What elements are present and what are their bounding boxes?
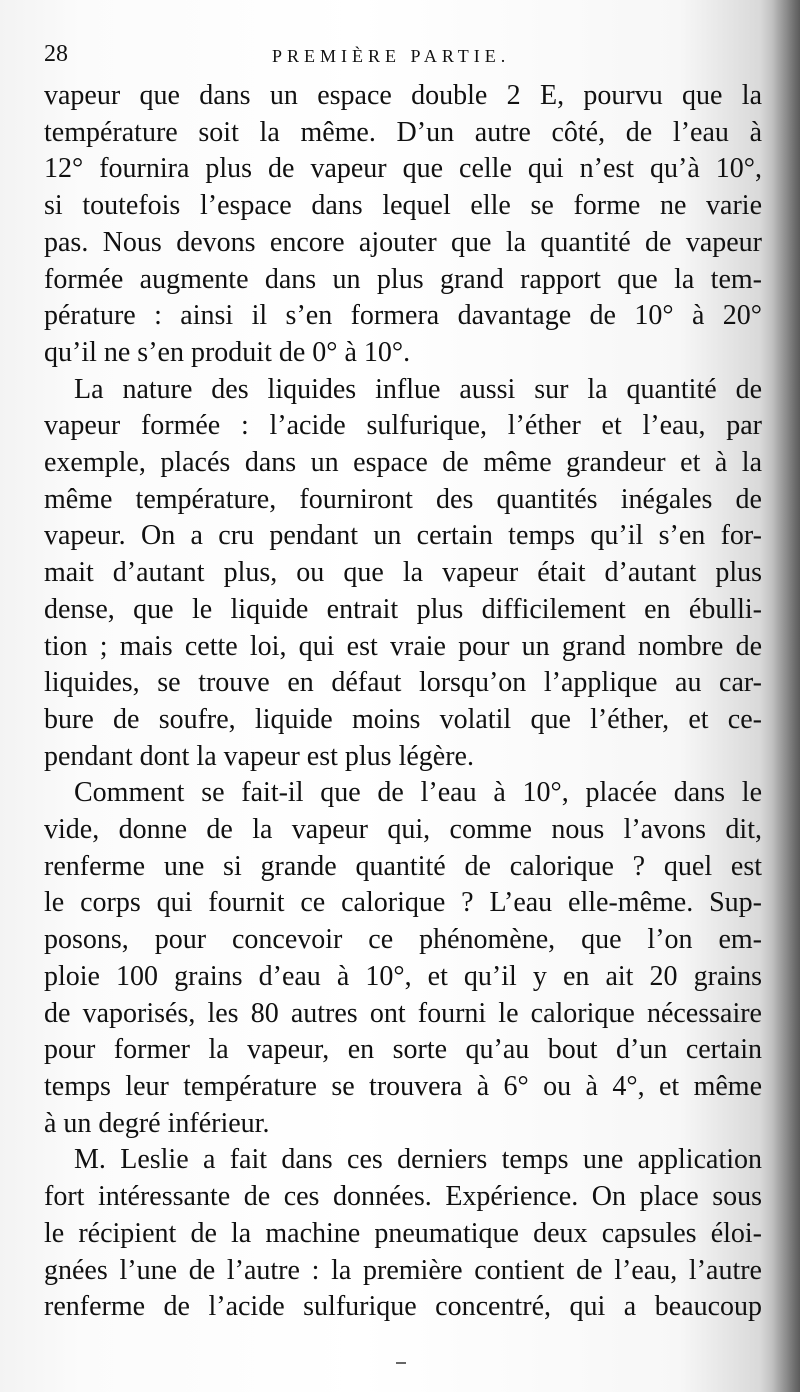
text-line: formée augmente dans un plus grand rapport que la tem- — [44, 263, 762, 295]
text-line: exemple, placés dans un espace de même grandeur et à la — [44, 447, 762, 479]
text-line: si toutefois l’espace dans lequel elle se forme ne varie — [44, 190, 762, 222]
text-line: le récipient de la machine pneumatique deux capsules éloi- — [44, 1217, 762, 1249]
text-line: vapeur que dans un espace double 2 E, pourvu que la — [44, 80, 762, 111]
text-line: qu’il ne s’en produit de 0° à 10°. — [44, 336, 411, 368]
text-line: pour former la vapeur, en sorte qu’au bout d’un certain — [44, 1034, 762, 1066]
text-line: pérature : ainsi il s’en formera davantage de 10° à 20° — [44, 300, 762, 332]
text-line: vapeur. On a cru pendant un certain temps qu’il s’en for- — [44, 520, 762, 552]
text-line: vide, donne de la vapeur qui, comme nous l’avons dit, — [44, 814, 762, 846]
printer-mark — [396, 1362, 406, 1364]
page-number: 28 — [44, 41, 68, 67]
text-line: de vaporisés, les 80 autres ont fourni le calorique nécessaire — [44, 997, 762, 1029]
text-line: fort intéressante de ces données. Expérience. On place sous — [44, 1181, 762, 1213]
text-line: pas. Nous devons encore ajouter que la quantité de vapeur — [44, 226, 762, 258]
text-line: à un degré inférieur. — [44, 1107, 270, 1139]
text-line: gnées l’une de l’autre : la première contient de l’eau, l’autre — [44, 1254, 762, 1286]
text-line: même température, fourniront des quantités inégales de — [44, 483, 762, 515]
text-line: renferme de l’acide sulfurique concentré, qui a beaucoup — [44, 1291, 762, 1323]
text-line: pendant dont la vapeur est plus légère. — [44, 740, 474, 772]
text-line: ploie 100 grains d’eau à 10°, et qu’il y en ait 20 grains — [44, 960, 762, 992]
text-line: température soit la même. D’un autre côté, de l’eau à — [44, 116, 762, 148]
text-line: renferme une si grande quantité de calorique ? quel est — [44, 850, 762, 882]
body-text — [44, 78, 762, 1326]
text-line: temps leur température se trouvera à 6° ou à 4°, et même — [44, 1070, 762, 1102]
paragraph-start-line: La nature des liquides influe aussi sur la quantité de — [74, 373, 762, 405]
text-line: mait d’autant plus, ou que la vapeur était d’autant plus — [44, 557, 762, 589]
text-line: posons, pour concevoir ce phénomène, que l’on em- — [44, 924, 762, 956]
page-header — [40, 38, 760, 78]
paragraph-start-line: M. Leslie a fait dans ces derniers temps une application — [74, 1144, 762, 1176]
text-line: 12° fournira plus de vapeur que celle qui n’est qu’à 10°, — [44, 153, 762, 185]
running-title: PREMIÈRE PARTIE. — [272, 46, 511, 66]
text-line: tion ; mais cette loi, qui est vraie pour un grand nombre de — [44, 630, 762, 662]
paragraph-start-line: Comment se fait-il que de l’eau à 10°, placée dans le — [74, 777, 762, 809]
text-line: vapeur formée : l’acide sulfurique, l’éther et l’eau, par — [44, 410, 762, 442]
text-line: bure de soufre, liquide moins volatil que l’éther, et ce- — [44, 703, 762, 735]
page-edge-shadow — [772, 0, 800, 1392]
text-line: dense, que le liquide entrait plus difficilement en ébulli- — [44, 593, 762, 625]
text-line: liquides, se trouve en défaut lorsqu’on l’applique au car- — [44, 667, 762, 699]
text-line: le corps qui fournit ce calorique ? L’eau elle-même. Sup- — [44, 887, 762, 919]
